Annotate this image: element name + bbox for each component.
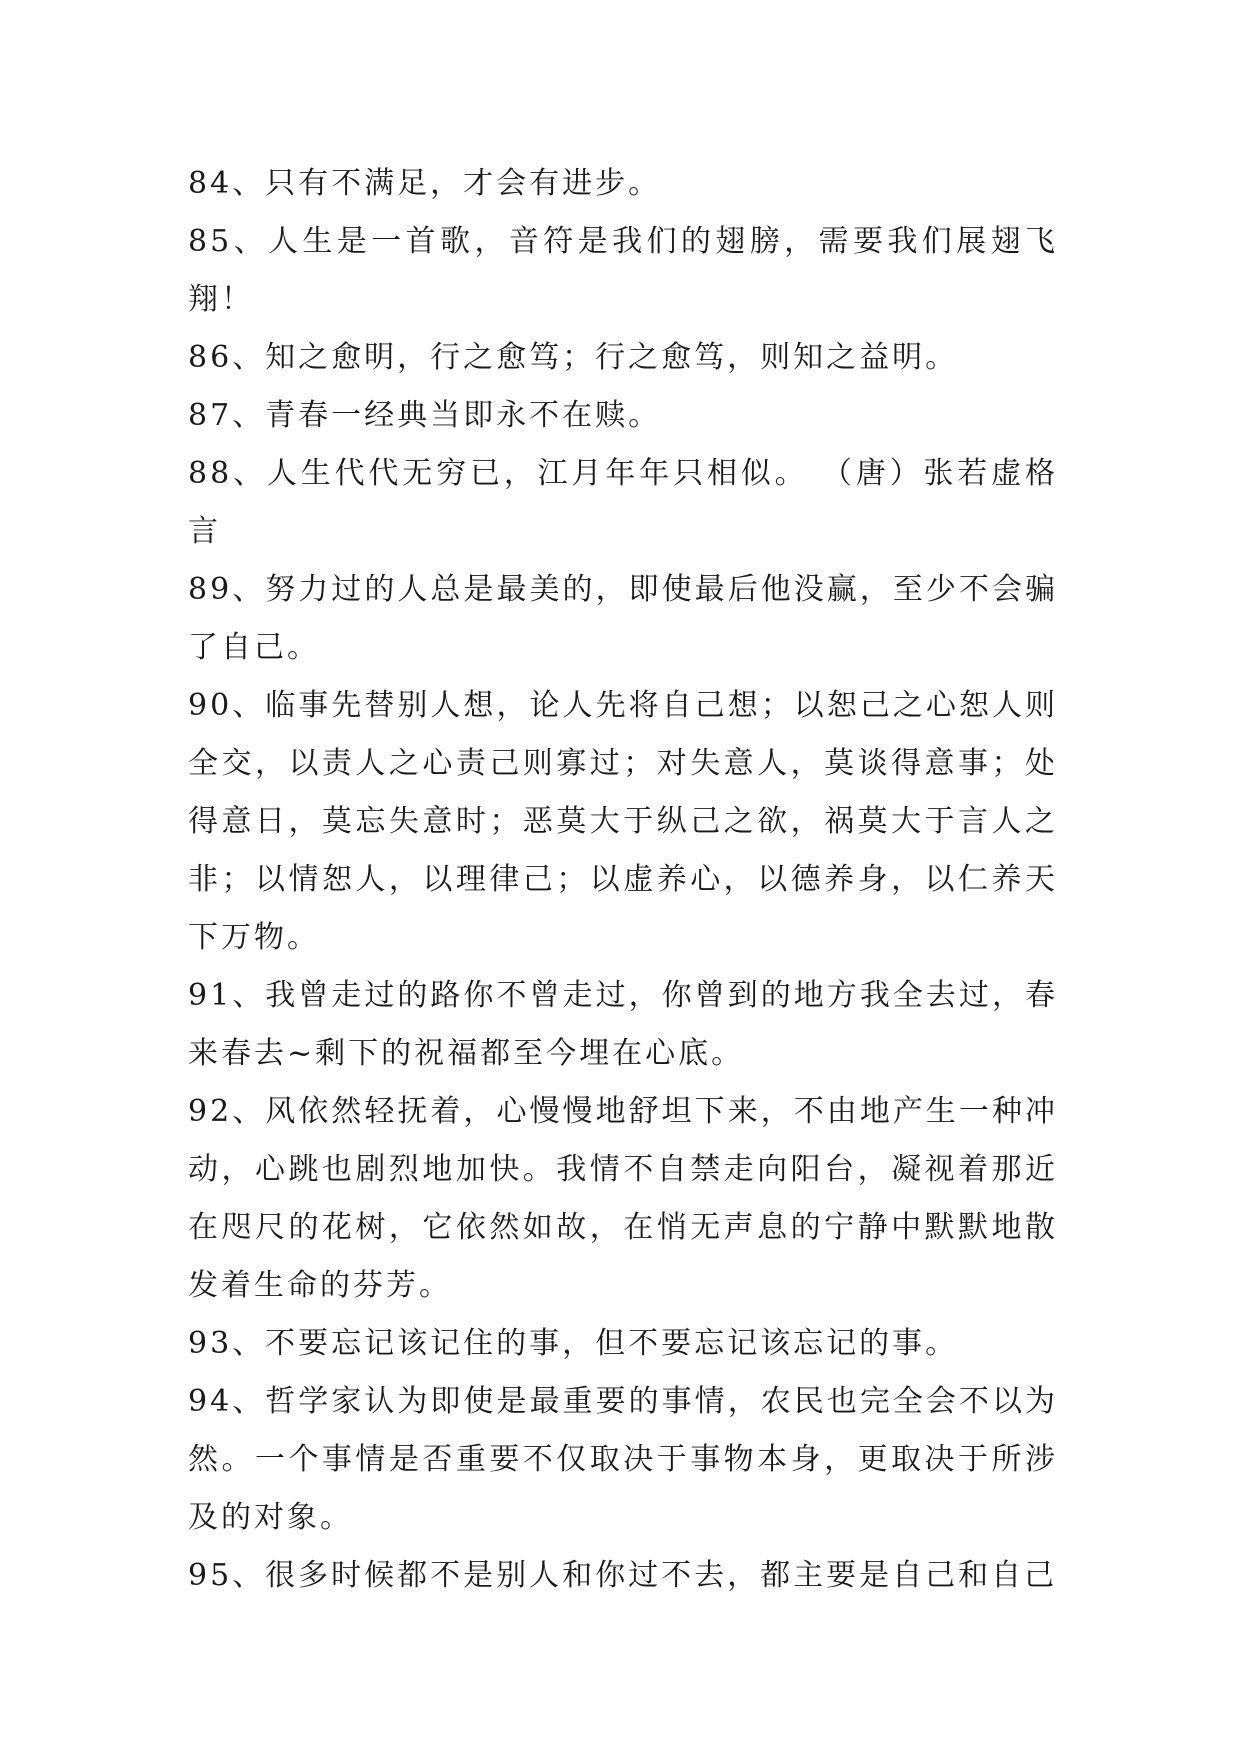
quote-entry-88: 88、人生代代无穷已，江月年年只相似。 （唐）张若虚格言 (188, 456, 1058, 549)
quote-entry-85: 85、人生是一首歌，音符是我们的翅膀，需要我们展翅飞翔！ (188, 224, 1058, 317)
quote-entry-94: 94、哲学家认为即使是最重要的事情，农民也完全会不以为然。一个事情是否重要不仅取决于事物本身，更取决于所涉及的对象。 (188, 1384, 1058, 1535)
quote-entry-84: 84、只有不满足，才会有进步。 (188, 166, 662, 201)
quote-entry-90: 90、临事先替别人想，论人先将自己想；以恕己之心恕人则全交，以责人之心责己则寡过；对失意人，莫谈得意事；处得意日，莫忘失意时；恶莫大于纵己之欲，祸莫大于言人之非；以情恕人，以理律己；以虚养心，以德养身，以仁养天下万物。 (188, 688, 1058, 955)
quote-entry-91: 91、我曾走过的路你不曾走过，你曾到的地方我全去过，春来春去~剩下的祝福都至今埋在心底。 (188, 978, 1058, 1071)
quote-entry-92: 92、风依然轻抚着，心慢慢地舒坦下来，不由地产生一种冲动，心跳也剧烈地加快。我情不自禁走向阳台，凝视着那近在咫尺的花树，它依然如故，在悄无声息的宁静中默默地散发着生命的芬芳。 (188, 1094, 1058, 1303)
quote-entry-86: 86、知之愈明，行之愈笃；行之愈笃，则知之益明。 (188, 340, 959, 375)
quote-entry-87: 87、青春一经典当即永不在赎。 (188, 398, 662, 433)
quote-entry-95: 95、很多时候都不是别人和你过不去，都主要是自己和自己 (188, 1558, 1058, 1593)
quote-entry-93: 93、不要忘记该记住的事，但不要忘记该忘记的事。 (188, 1326, 959, 1361)
quote-entry-89: 89、努力过的人总是最美的，即使最后他没赢，至少不会骗了自己。 (188, 572, 1058, 665)
quote-list (188, 155, 1058, 1605)
